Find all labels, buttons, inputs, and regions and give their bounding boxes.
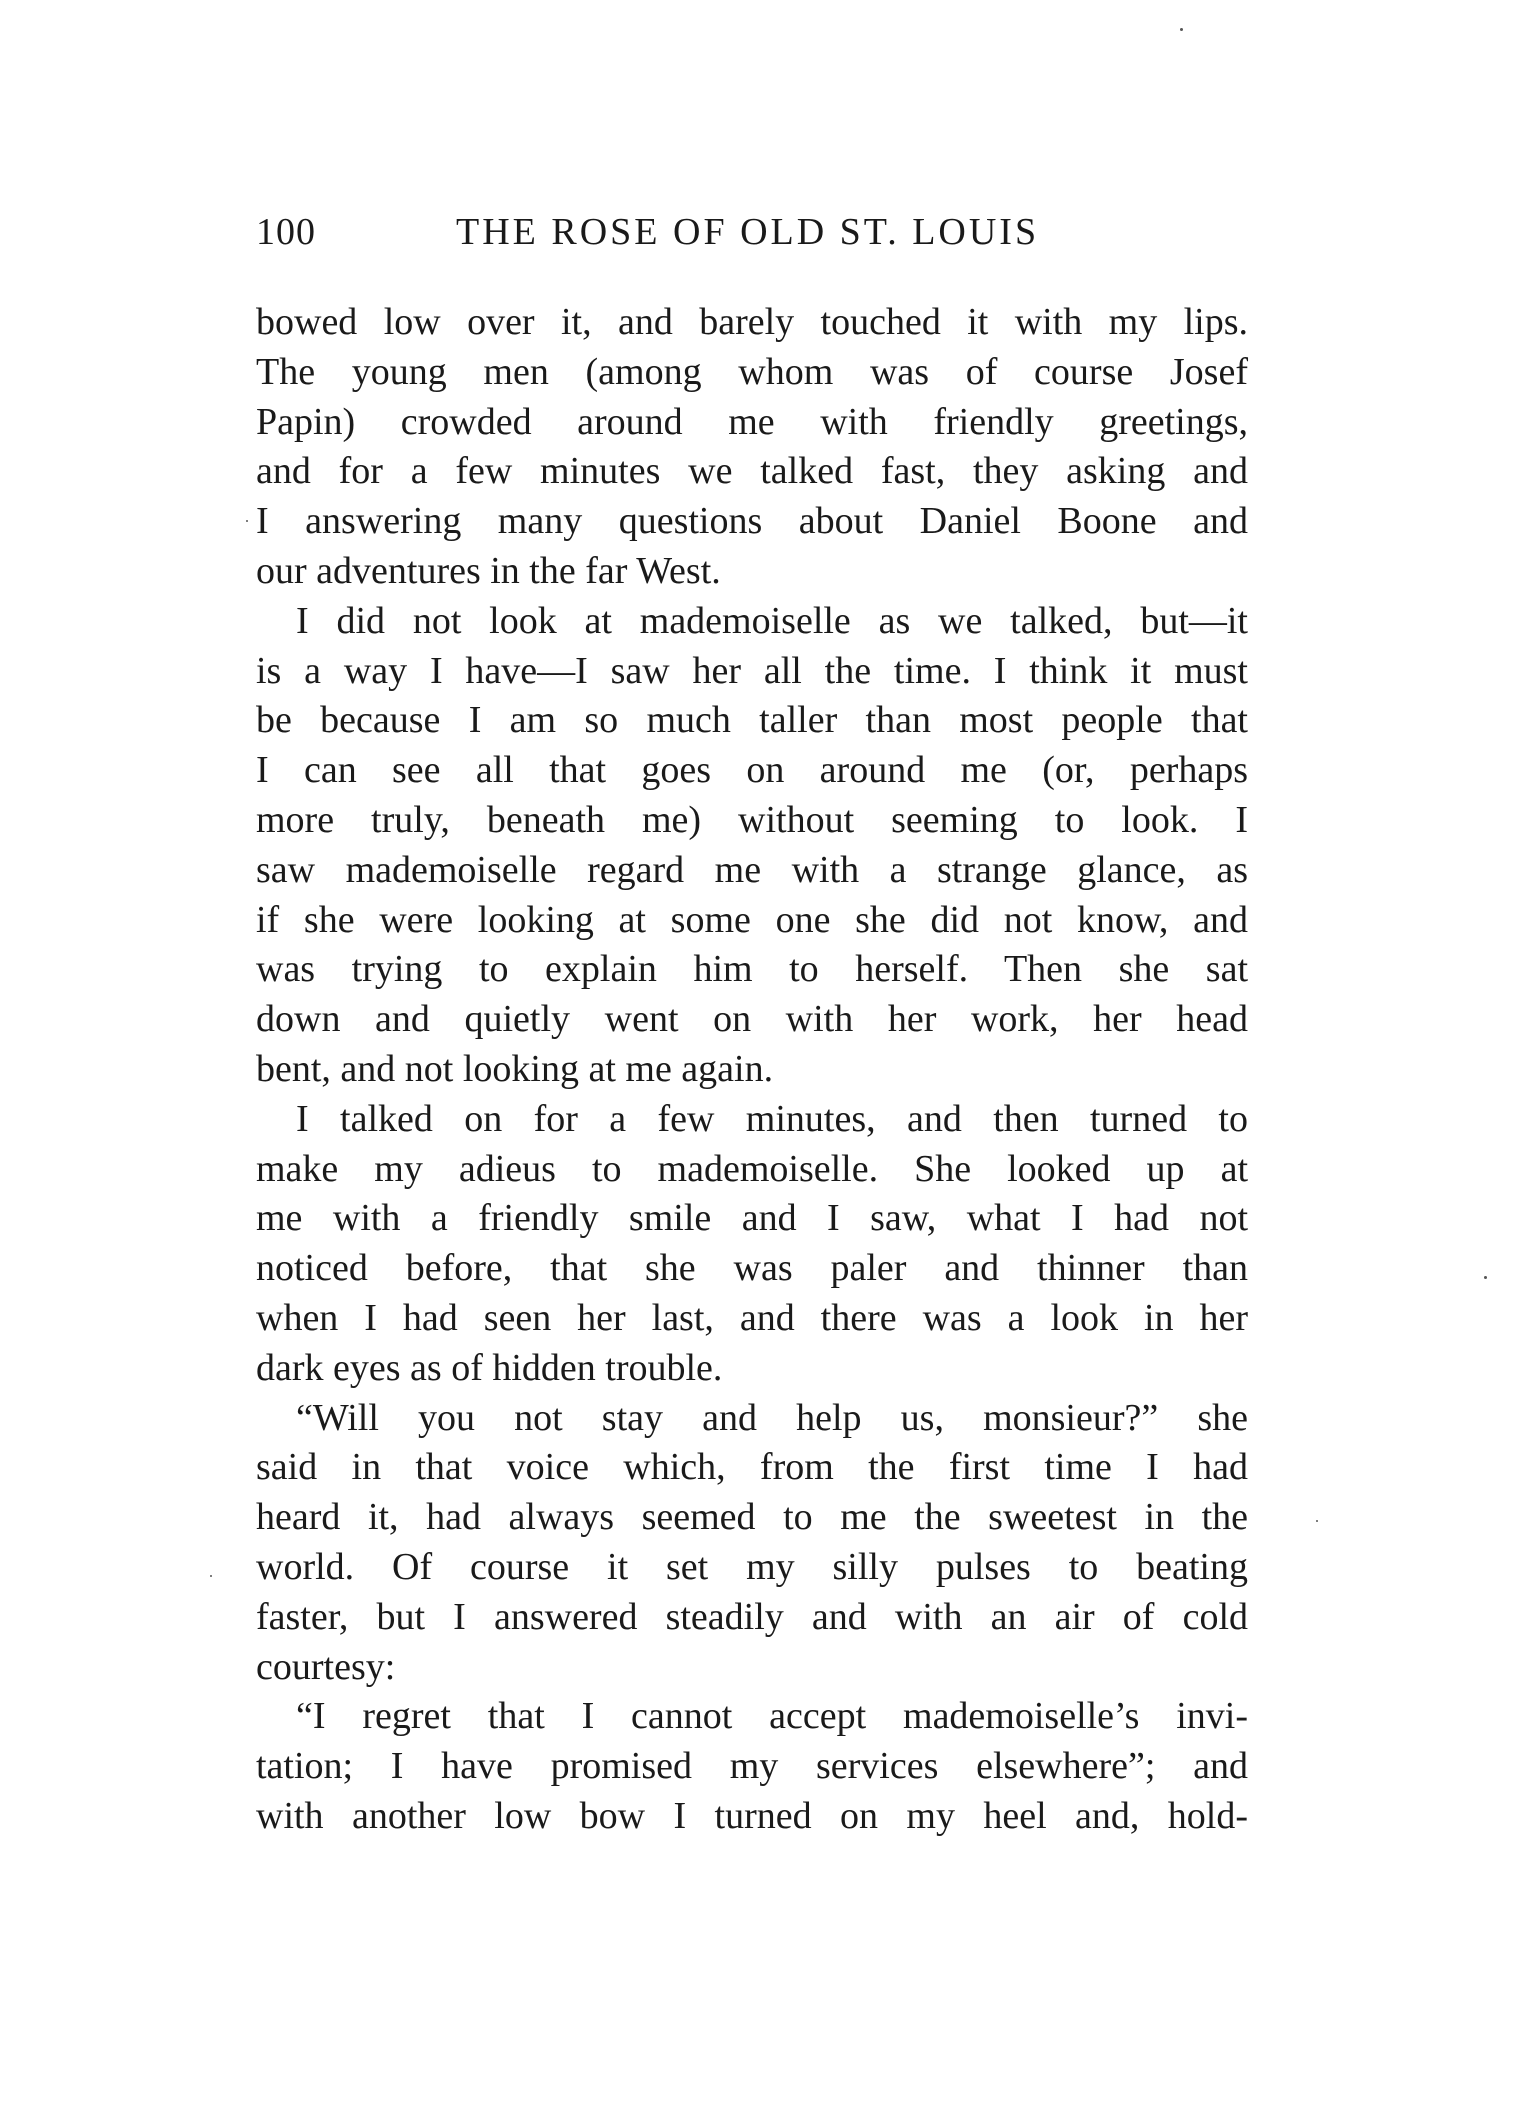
text-line: if she were looking at some one she did not know, and <box>256 898 1248 941</box>
text-line: Papin) crowded around me with friendly greetings, <box>256 400 1248 443</box>
text-line: down and quietly went on with her work, her head <box>256 998 1248 1041</box>
text-line: I answering many questions about Daniel Boone and <box>256 500 1248 543</box>
text-line: dark eyes as of hidden trouble. <box>256 1346 723 1389</box>
text-line: I can see all that goes on around me (or, perhaps <box>256 749 1248 792</box>
scan-speck <box>246 520 248 522</box>
text-line: The young men (among whom was of course Josef <box>256 350 1248 393</box>
text-line: our adventures in the far West. <box>256 549 721 592</box>
text-line: I talked on for a few minutes, and then turned to <box>296 1097 1248 1140</box>
text-line: make my adieus to mademoiselle. She looked up at <box>256 1147 1248 1190</box>
text-line: bent, and not looking at me again. <box>256 1047 774 1090</box>
text-line: tation; I have promised my services elsewhere”; and <box>256 1745 1248 1788</box>
text-line: and for a few minutes we talked fast, they asking and <box>256 450 1248 493</box>
text-line: when I had seen her last, and there was a look in her <box>256 1296 1248 1339</box>
text-line: “Will you not stay and help us, monsieur?” she <box>296 1396 1248 1439</box>
scan-speck <box>1316 1520 1318 1522</box>
text-line: heard it, had always seemed to me the sweetest in the <box>256 1496 1248 1539</box>
body-text <box>256 298 1248 1842</box>
text-line: me with a friendly smile and I saw, what I had not <box>256 1197 1248 1240</box>
scan-speck <box>1180 28 1183 31</box>
text-line: more truly, beneath me) without seeming to look. I <box>256 798 1248 841</box>
text-line: bowed low over it, and barely touched it with my lips. <box>256 301 1248 343</box>
text-line: “I regret that I cannot accept mademoiselle’s invi- <box>296 1695 1248 1738</box>
text-line: is a way I have—I saw her all the time. I think it must <box>256 649 1248 692</box>
text-line: I did not look at mademoiselle as we talked, but—it <box>296 599 1248 642</box>
text-line: saw mademoiselle regard me with a strange glance, as <box>256 848 1248 891</box>
text-line: world. Of course it set my silly pulses to beating <box>256 1545 1248 1588</box>
text-line: with another low bow I turned on my heel and, hold- <box>256 1794 1248 1837</box>
text-line: was trying to explain him to herself. Then she sat <box>256 948 1248 991</box>
page-number: 100 <box>256 211 316 253</box>
scan-speck <box>1484 1276 1487 1279</box>
text-line: courtesy: <box>256 1645 396 1688</box>
text-line: be because I am so much taller than most people that <box>256 699 1248 742</box>
running-head <box>256 210 1248 270</box>
scan-speck <box>210 1575 212 1577</box>
text-line: faster, but I answered steadily and with an air of cold <box>256 1595 1248 1638</box>
running-title: THE ROSE OF OLD ST. LOUIS <box>456 211 1040 253</box>
text-line: said in that voice which, from the first time I had <box>256 1446 1248 1489</box>
text-line: noticed before, that she was paler and thinner than <box>256 1247 1248 1290</box>
